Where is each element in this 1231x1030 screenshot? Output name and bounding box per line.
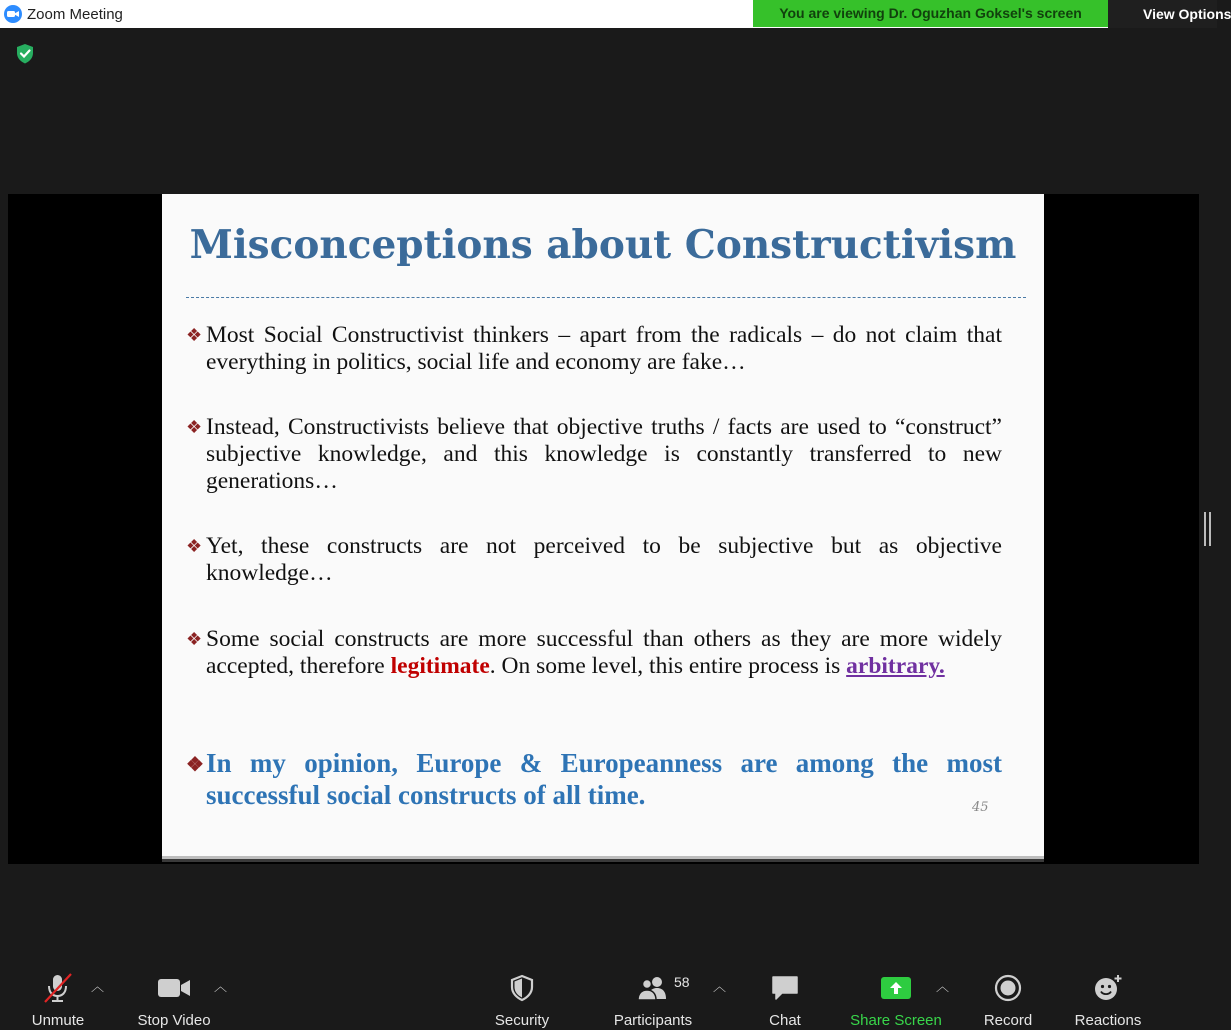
security-label: Security	[494, 1012, 550, 1029]
share-options-caret-icon[interactable]: ︿	[936, 979, 950, 994]
record-button[interactable]	[980, 960, 1036, 1030]
participants-caret-icon[interactable]: ︿	[713, 979, 727, 994]
diamond-bullet-icon: ❖	[186, 536, 203, 556]
diamond-bullet-icon: ❖	[186, 754, 204, 776]
share-screen-label: Share Screen	[850, 1012, 942, 1029]
participant-count: 58	[674, 974, 690, 990]
bullet-text: In my opinion, Europe & Europeanness are among the most successful social constructs of all time.	[206, 748, 1002, 810]
slide-bullet	[186, 533, 1002, 587]
share-screen-button[interactable]	[848, 960, 944, 1030]
legitimate-highlight: legitimate	[390, 653, 490, 679]
window-titlebar	[0, 0, 1231, 28]
unmute-label: Unmute	[31, 1012, 85, 1029]
slide-bullet	[186, 322, 1002, 376]
audio-options-caret-icon[interactable]: ︿	[91, 979, 105, 994]
slide-title: Misconceptions about Constructivism	[189, 222, 1017, 268]
record-label: Record	[983, 1012, 1033, 1029]
bullet-text-part: Some social constructs are more successful than others as they are more widely accepted, therefore	[206, 626, 1002, 679]
zoom-camera-icon	[4, 5, 22, 23]
participants-icon	[636, 966, 670, 1010]
participants-button[interactable]	[608, 960, 698, 1030]
security-shield-icon	[509, 966, 535, 1010]
slide-bullet-highlighted	[186, 747, 1002, 811]
view-options-button[interactable]: View Options	[1108, 0, 1217, 28]
shield-check-icon[interactable]	[13, 42, 37, 66]
viewing-banner: You are viewing Dr. Oguzhan Goksel's screen	[753, 0, 1108, 27]
stop-video-button[interactable]	[132, 960, 216, 1030]
window-title: Zoom Meeting	[27, 6, 123, 23]
slide-bullet	[186, 414, 1002, 495]
bullet-text: Yet, these constructs are not perceived to be subjective but as objective knowledge…	[206, 533, 1002, 586]
bullet-text: Most Social Constructivist thinkers – apart from the radicals – do not claim that everything in politics, social life and economy are fake…	[206, 322, 1002, 375]
diamond-bullet-icon: ❖	[186, 325, 203, 345]
muted-microphone-icon	[41, 966, 75, 1010]
video-options-caret-icon[interactable]: ︿	[214, 979, 228, 994]
bullet-text-part: . On some level, this entire process is	[489, 653, 847, 679]
diamond-bullet-icon: ❖	[186, 629, 203, 649]
bullet-text: Instead, Constructivists believe that objective truths / facts are used to “construct” subjective knowledge, and this knowledge is constantly transferred to new generations…	[206, 414, 1002, 494]
panel-resize-handle[interactable]	[1204, 512, 1211, 546]
share-screen-icon	[880, 966, 912, 1010]
smiley-plus-icon	[1092, 966, 1124, 1010]
chat-button[interactable]	[760, 960, 810, 1030]
slide-bullet	[186, 626, 1002, 680]
unmute-button[interactable]	[22, 960, 94, 1030]
slide-page-number: 45	[972, 800, 989, 815]
security-button[interactable]	[488, 960, 556, 1030]
participants-label: Participants	[613, 1012, 693, 1029]
video-camera-icon	[157, 966, 191, 1010]
slide-title-divider	[186, 297, 1026, 298]
reactions-button[interactable]	[1070, 960, 1146, 1030]
chat-bubble-icon	[770, 966, 800, 1010]
bullet-text	[206, 626, 1002, 680]
presentation-slide	[162, 194, 1044, 856]
chat-label: Chat	[769, 1012, 801, 1029]
arbitrary-underlined: arbitrary.	[846, 653, 945, 679]
diamond-bullet-icon: ❖	[186, 417, 203, 437]
reactions-label: Reactions	[1074, 1012, 1142, 1029]
stop-video-label: Stop Video	[137, 1012, 211, 1029]
record-icon	[994, 966, 1022, 1010]
